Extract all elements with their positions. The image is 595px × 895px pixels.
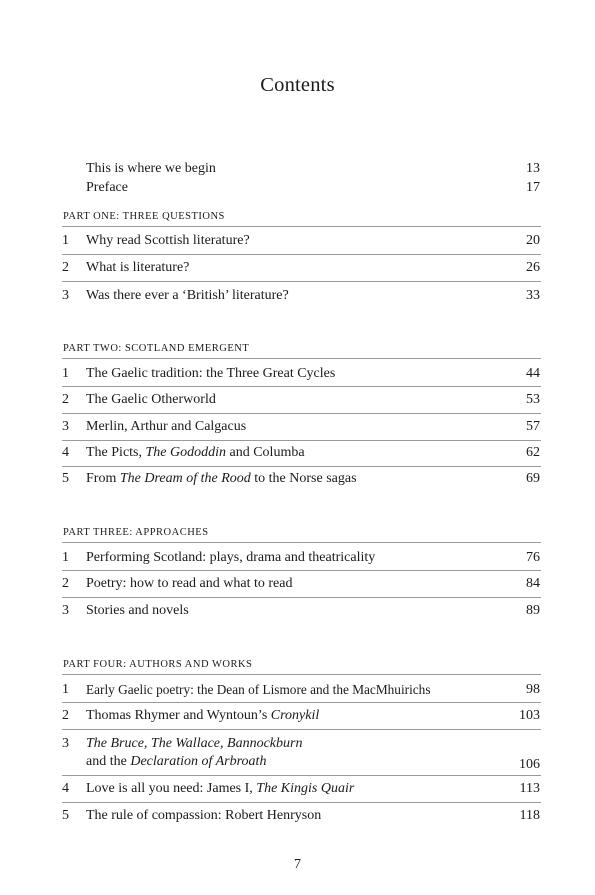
entry-page: 98 (526, 682, 540, 697)
entry-title (86, 444, 305, 462)
entry-title (86, 780, 354, 798)
entry-page: 106 (519, 757, 540, 772)
part-heading: PART THREE: APPROACHES (63, 527, 209, 538)
entry-title-part: Thomas Rhymer and Wyntoun’s (86, 708, 271, 723)
entry-title-part: to the Norse sagas (250, 471, 357, 486)
entry-title-part: From (86, 471, 120, 486)
entry-title-part: and Columba (226, 445, 305, 460)
entry-page: 20 (526, 233, 540, 248)
entry-title: The Gaelic Otherworld (86, 392, 216, 407)
entry-title: The Gaelic tradition: the Three Great Cycles (86, 366, 336, 381)
divider (62, 570, 541, 571)
entry-title-part: The Picts, (86, 445, 146, 460)
entry-page: 44 (526, 366, 540, 381)
entry-title (86, 470, 357, 488)
entry-number: 3 (62, 736, 69, 751)
entry-title: Why read Scottish literature? (86, 233, 250, 248)
entry-title: Preface (86, 180, 128, 195)
entry-page: 69 (526, 471, 540, 486)
entry-title: The rule of compassion: Robert Henryson (86, 808, 322, 823)
entry-number: 2 (62, 576, 69, 591)
entry-number: 1 (62, 366, 69, 381)
entry-title: Merlin, Arthur and Calgacus (86, 419, 247, 434)
divider (62, 358, 541, 359)
entry-title: Poetry: how to read and what to read (86, 576, 293, 591)
entry-page: 13 (526, 161, 540, 176)
divider (62, 674, 541, 675)
divider (62, 281, 541, 282)
entry-title: Was there ever a ‘British’ literature? (86, 288, 289, 303)
entry-title-italic: Cronykil (270, 708, 320, 723)
entry-title: What is literature? (86, 260, 190, 275)
part-heading: PART TWO: SCOTLAND EMERGENT (63, 343, 250, 354)
entry-page: 17 (526, 180, 540, 195)
divider (62, 775, 541, 776)
entry-page: 33 (526, 288, 540, 303)
divider (62, 254, 541, 255)
divider (62, 702, 541, 703)
entry-number: 3 (62, 288, 69, 303)
entry-page: 76 (526, 550, 540, 565)
entry-title: This is where we begin (86, 161, 216, 176)
entry-page: 113 (519, 781, 540, 796)
entry-page: 89 (526, 603, 540, 618)
entry-page: 57 (526, 419, 540, 434)
entry-page: 103 (519, 708, 540, 723)
entry-number: 2 (62, 392, 69, 407)
entry-number: 1 (62, 550, 69, 565)
divider (62, 466, 541, 467)
divider (62, 413, 541, 414)
entry-number: 3 (62, 419, 69, 434)
page-title: Contents (260, 74, 335, 96)
entry-title: Performing Scotland: plays, drama and theatricality (86, 550, 376, 565)
divider (62, 440, 541, 441)
entry-page: 118 (519, 808, 540, 823)
divider (62, 542, 541, 543)
entry-number: 4 (62, 445, 69, 460)
entry-number: 5 (62, 808, 69, 823)
entry-title-italic: The Bruce, The Wallace, Bannockburn (86, 736, 303, 751)
divider (62, 597, 541, 598)
divider (62, 386, 541, 387)
entry-page: 62 (526, 445, 540, 460)
entry-number: 2 (62, 260, 69, 275)
entry-title: Early Gaelic poetry: the Dean of Lismore and the MacMhuirichs (86, 682, 431, 697)
entry-number: 1 (62, 233, 69, 248)
part-heading: PART ONE: THREE QUESTIONS (63, 211, 225, 222)
entry-number: 5 (62, 471, 69, 486)
entry-title: Stories and novels (86, 603, 189, 618)
entry-title (86, 707, 319, 725)
divider (62, 729, 541, 730)
entry-number: 2 (62, 708, 69, 723)
divider (62, 226, 541, 227)
entry-number: 1 (62, 682, 69, 697)
entry-page: 84 (526, 576, 540, 591)
entry-title-italic: The Dream of the Rood (119, 471, 251, 486)
page-number: 7 (294, 857, 301, 872)
entry-number: 4 (62, 781, 69, 796)
part-heading: PART FOUR: AUTHORS AND WORKS (63, 659, 253, 670)
entry-title-part: and the (86, 754, 131, 769)
entry-title (86, 753, 266, 771)
entry-page: 26 (526, 260, 540, 275)
entry-page: 53 (526, 392, 540, 407)
entry-title-part: Love is all you need: James I, (86, 781, 257, 796)
entry-title-italic: The Gododdin (145, 445, 226, 460)
entry-title-italic: Declaration of Arbroath (130, 754, 267, 769)
entry-title-italic: The Kingis Quair (256, 781, 355, 796)
divider (62, 802, 541, 803)
entry-number: 3 (62, 603, 69, 618)
